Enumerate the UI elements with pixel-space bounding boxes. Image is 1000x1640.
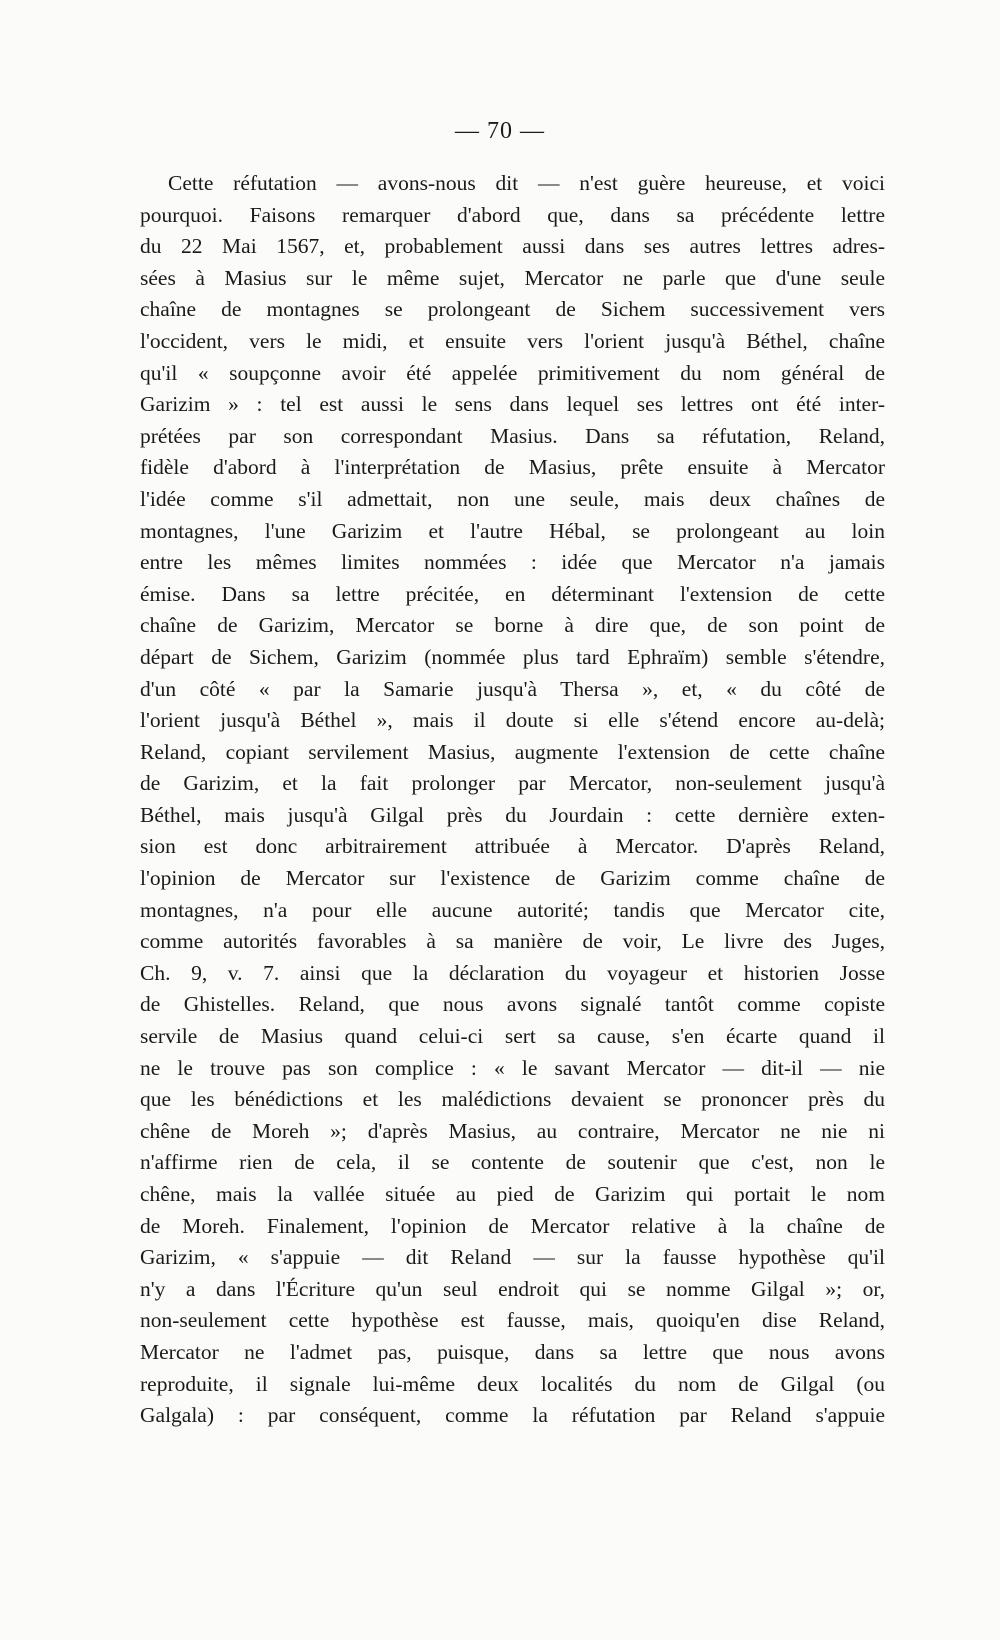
- text-line: ne le trouve pas son complice : « le savant Mercator — dit-il — nie: [140, 1055, 885, 1080]
- text-line: Ch. 9, v. 7. ainsi que la déclaration du voyageur et historien Josse: [140, 960, 885, 985]
- text-line: n'affirme rien de cela, il se contente de soutenir que c'est, non le: [140, 1150, 885, 1175]
- text-line: Garizim, « s'appuie — dit Reland — sur la fausse hypothèse qu'il: [140, 1245, 885, 1270]
- text-line: du 22 Mai 1567, et, probablement aussi dans ses autres lettres adres-: [140, 234, 885, 259]
- text-line: pourquoi. Faisons remarquer d'abord que, dans sa précédente lettre: [140, 202, 885, 227]
- text-line: sion est donc arbitrairement attribuée à Mercator. D'après Reland,: [140, 834, 885, 859]
- text-line: l'opinion de Mercator sur l'existence de Garizim comme chaîne de: [140, 866, 885, 891]
- text-line: comme autorités favorables à sa manière de voir, Le livre des Juges,: [140, 929, 885, 954]
- text-line: Béthel, mais jusqu'à Gilgal près du Jourdain : cette dernière exten-: [140, 802, 885, 827]
- text-line: Reland, copiant servilement Masius, augmente l'extension de cette chaîne: [140, 739, 885, 764]
- text-line: d'un côté « par la Samarie jusqu'à Thersa », et, « du côté de: [140, 676, 885, 701]
- text-line: qu'il « soupçonne avoir été appelée primitivement du nom général de: [140, 360, 885, 385]
- text-line: Garizim » : tel est aussi le sens dans lequel ses lettres ont été inter-: [140, 392, 885, 417]
- text-line: l'idée comme s'il admettait, non une seule, mais deux chaînes de: [140, 486, 885, 511]
- page-number: — 70 —: [455, 118, 545, 144]
- body-text: [140, 168, 885, 1432]
- text-line: chaîne de montagnes se prolongeant de Sichem successivement vers: [140, 297, 885, 322]
- text-line: prétées par son correspondant Masius. Dans sa réfutation, Reland,: [140, 423, 885, 448]
- text-line: montagnes, l'une Garizim et l'autre Hébal, se prolongeant au loin: [140, 518, 885, 543]
- text-line: l'occident, vers le midi, et ensuite vers l'orient jusqu'à Béthel, chaîne: [140, 328, 885, 353]
- text-line: Galgala) : par conséquent, comme la réfutation par Reland s'appuie: [140, 1403, 885, 1428]
- text-line: de Ghistelles. Reland, que nous avons signalé tantôt comme copiste: [140, 992, 885, 1017]
- text-line: sées à Masius sur le même sujet, Mercator ne parle que d'une seule: [140, 265, 885, 290]
- text-line: reproduite, il signale lui-même deux localités du nom de Gilgal (ou: [140, 1371, 885, 1396]
- text-line: chêne, mais la vallée située au pied de Garizim qui portait le nom: [140, 1182, 885, 1206]
- text-line: non-seulement cette hypothèse est fausse, mais, quoiqu'en dise Reland,: [140, 1308, 885, 1333]
- text-line: Mercator ne l'admet pas, puisque, dans sa lettre que nous avons: [140, 1339, 885, 1364]
- text-line: Cette réfutation — avons-nous dit — n'est guère heureuse, et voici: [168, 171, 885, 195]
- text-line: l'orient jusqu'à Béthel », mais il doute si elle s'étend encore au-delà;: [140, 708, 885, 733]
- text-line: servile de Masius quand celui-ci sert sa cause, s'en écarte quand il: [140, 1024, 885, 1049]
- text-line: que les bénédictions et les malédictions devaient se prononcer près du: [140, 1087, 885, 1112]
- text-line: entre les mêmes limites nommées : idée que Mercator n'a jamais: [140, 550, 885, 575]
- text-line: départ de Sichem, Garizim (nommée plus tard Ephraïm) semble s'étendre,: [140, 644, 885, 669]
- text-line: émise. Dans sa lettre précitée, en déterminant l'extension de cette: [140, 581, 885, 606]
- text-line: montagnes, n'a pour elle aucune autorité; tandis que Mercator cite,: [140, 897, 885, 922]
- text-line: de Moreh. Finalement, l'opinion de Mercator relative à la chaîne de: [140, 1213, 885, 1238]
- text-line: n'y a dans l'Écriture qu'un seul endroit qui se nomme Gilgal »; or,: [140, 1276, 885, 1301]
- text-line: fidèle d'abord à l'interprétation de Masius, prête ensuite à Mercator: [140, 455, 885, 480]
- text-line: chêne de Moreh »; d'après Masius, au contraire, Mercator ne nie ni: [140, 1118, 885, 1143]
- text-line: chaîne de Garizim, Mercator se borne à dire que, de son point de: [140, 613, 885, 638]
- text-line: de Garizim, et la fait prolonger par Mercator, non-seulement jusqu'à: [140, 771, 885, 796]
